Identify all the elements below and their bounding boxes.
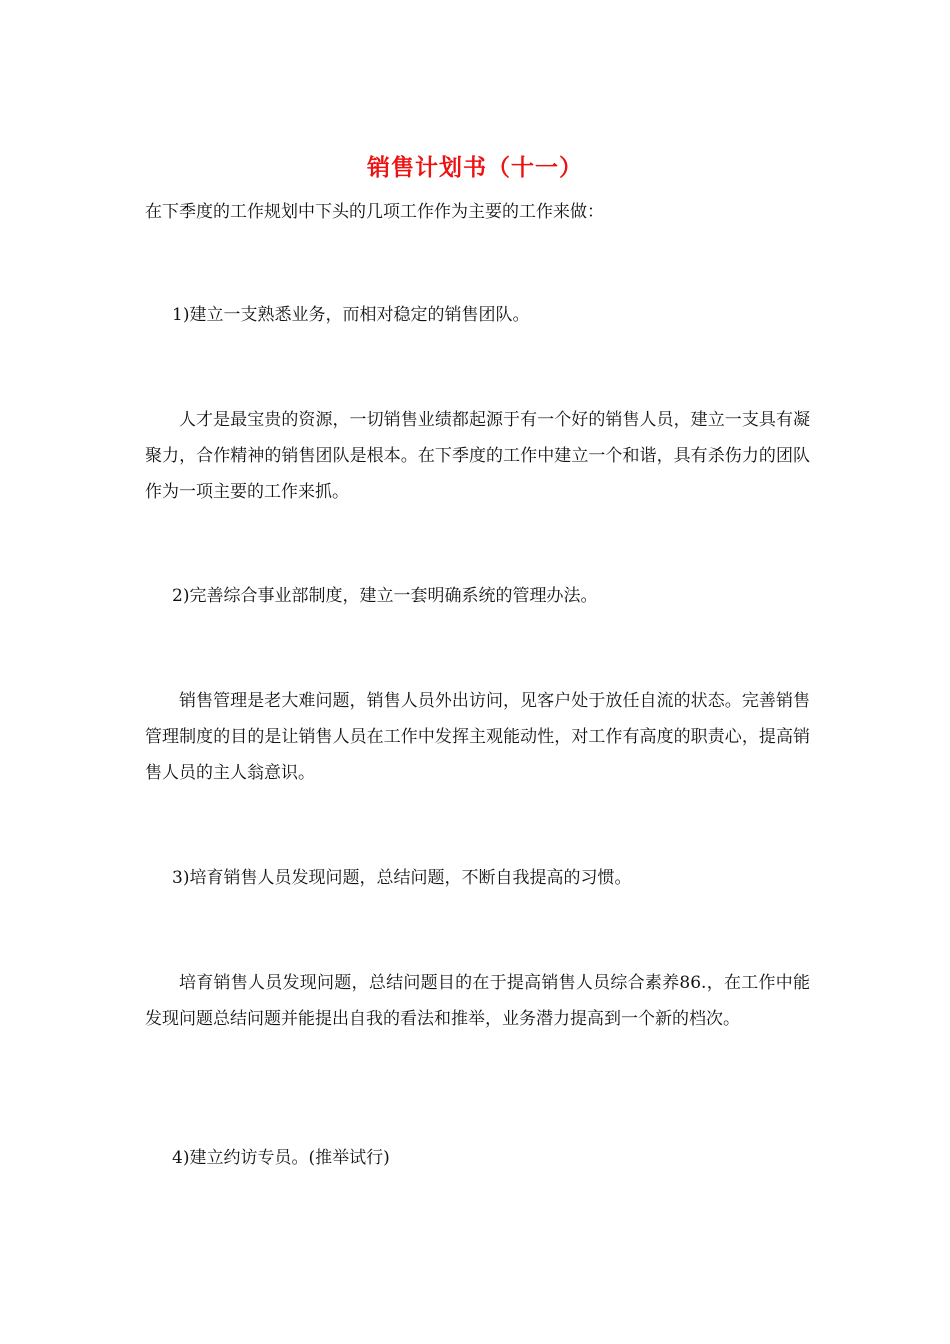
item-heading-1: 1)建立一支熟悉业务，而相对稳定的销售团队。 <box>172 305 530 325</box>
document-title: 销售计划书（十一） <box>367 155 583 181</box>
item-heading-2: 2)完善综合事业部制度，建立一套明确系统的管理办法。 <box>172 586 598 606</box>
item-body-1: 人才是最宝贵的资源，一切销售业绩都起源于有一个好的销售人员，建立一支具有凝聚力，合作精神的销售团队是根本。在下季度的工作中建立一个和谐，具有杀伤力的团队作为一项主要的工作来抓。 <box>145 410 810 502</box>
item-body-2: 销售管理是老大难问题，销售人员外出访问，见客户处于放任自流的状态。完善销售管理制度的目的是让销售人员在工作中发挥主观能动性，对工作有高度的职责心，提高销售人员的主人翁意识。 <box>145 691 810 783</box>
item-body-3: 培育销售人员发现问题，总结问题目的在于提高销售人员综合素养86.，在工作中能发现问题总结问题并能提出自我的看法和推举，业务潜力提高到一个新的档次。 <box>145 973 810 1029</box>
item-heading-3: 3)培育销售人员发现问题，总结问题，不断自我提高的习惯。 <box>172 868 632 888</box>
item-heading-4: 4)建立约访专员。(推举试行) <box>172 1148 390 1168</box>
intro-text: 在下季度的工作规划中下头的几项工作作为主要的工作来做： <box>145 202 604 222</box>
